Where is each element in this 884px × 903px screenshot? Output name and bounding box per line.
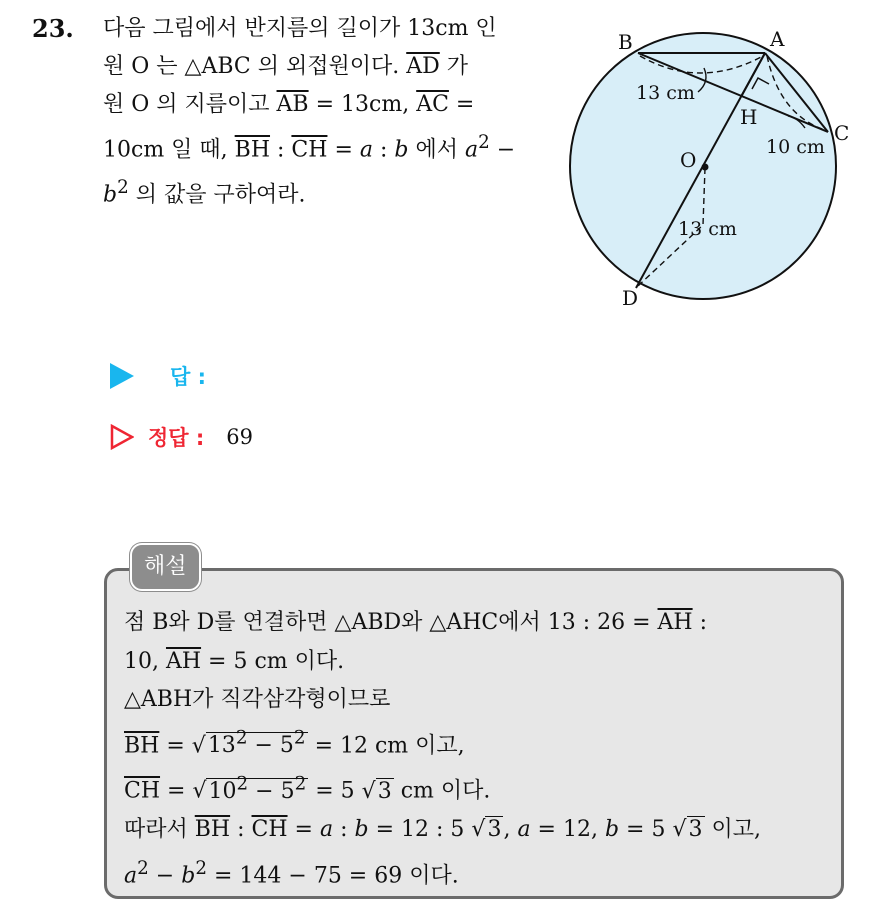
answer-row (110, 360, 206, 392)
explanation-line-4: $\overline{BH} = √13^2 - 5^2 = 12$ cm 이고, (124, 727, 465, 758)
correct-label: 정답 : (148, 426, 205, 450)
center-point (702, 164, 709, 171)
explanation-line-7: $a^2 - b^2 = 144 - 75 = 69$ 이다. (124, 857, 459, 888)
question-text (103, 10, 543, 215)
question-line-3: 원 O 의 지름이고 $\overline{AB} = 13cm$, $\overline{AC}$ = (103, 92, 475, 117)
explanation-text (124, 604, 834, 895)
explanation-line-6: 따라서 $\overline{BH}$ : $\overline{CH} = a$ : b = 12 : 5 √3, a = 12, b = 5 √3 이고, (124, 817, 762, 843)
point-o-label: O (680, 148, 697, 172)
length-ac-label: 10 cm (766, 136, 825, 158)
question-line-1: 다음 그림에서 반지름의 길이가 13cm 인 (103, 16, 497, 41)
question-line-2: 원 O 는 △ABC 의 외접원이다. $\overline{AD}$ 가 (103, 54, 469, 79)
point-h-label: H (740, 105, 758, 129)
outline-arrow-icon (110, 424, 134, 450)
explanation-tag: 해설 (130, 543, 201, 591)
question-number: 23. (32, 14, 74, 43)
play-arrow-icon (110, 363, 134, 389)
correct-answer-row (110, 420, 253, 454)
explanation-line-2: 10, $\overline{AH} = 5$ cm 이다. (124, 648, 345, 674)
correct-value: 69 (226, 425, 254, 449)
point-b-label: B (618, 30, 633, 54)
question-line-5: $b^2$ 의 값을 구하여라. (103, 177, 306, 208)
question-line-4: 10cm 일 때, $\overline{BH}$ : $\overline{CH} = a$ : b 에서 $a^2$ − (103, 132, 516, 163)
circle-diagram (560, 20, 880, 310)
circle-figure (560, 20, 880, 310)
explanation-line-1: 점 B와 D를 연결하면 △ABD와 △AHC에서 13 : $26 = \overline{AH}$ : (124, 610, 708, 635)
point-c-label: C (834, 121, 850, 145)
length-od-label: 13 cm (678, 218, 737, 240)
point-a-label: A (770, 27, 785, 51)
explanation-line-5: $\overline{CH} = √10^2 - 5^2 = 5$ √3 cm 이다. (124, 773, 491, 804)
answer-label: 답 : (170, 365, 206, 389)
length-ab-label: 13 cm (636, 82, 695, 104)
explanation-line-3: △ABH가 직각삼각형이므로 (124, 687, 391, 712)
point-d-label: D (622, 286, 639, 310)
